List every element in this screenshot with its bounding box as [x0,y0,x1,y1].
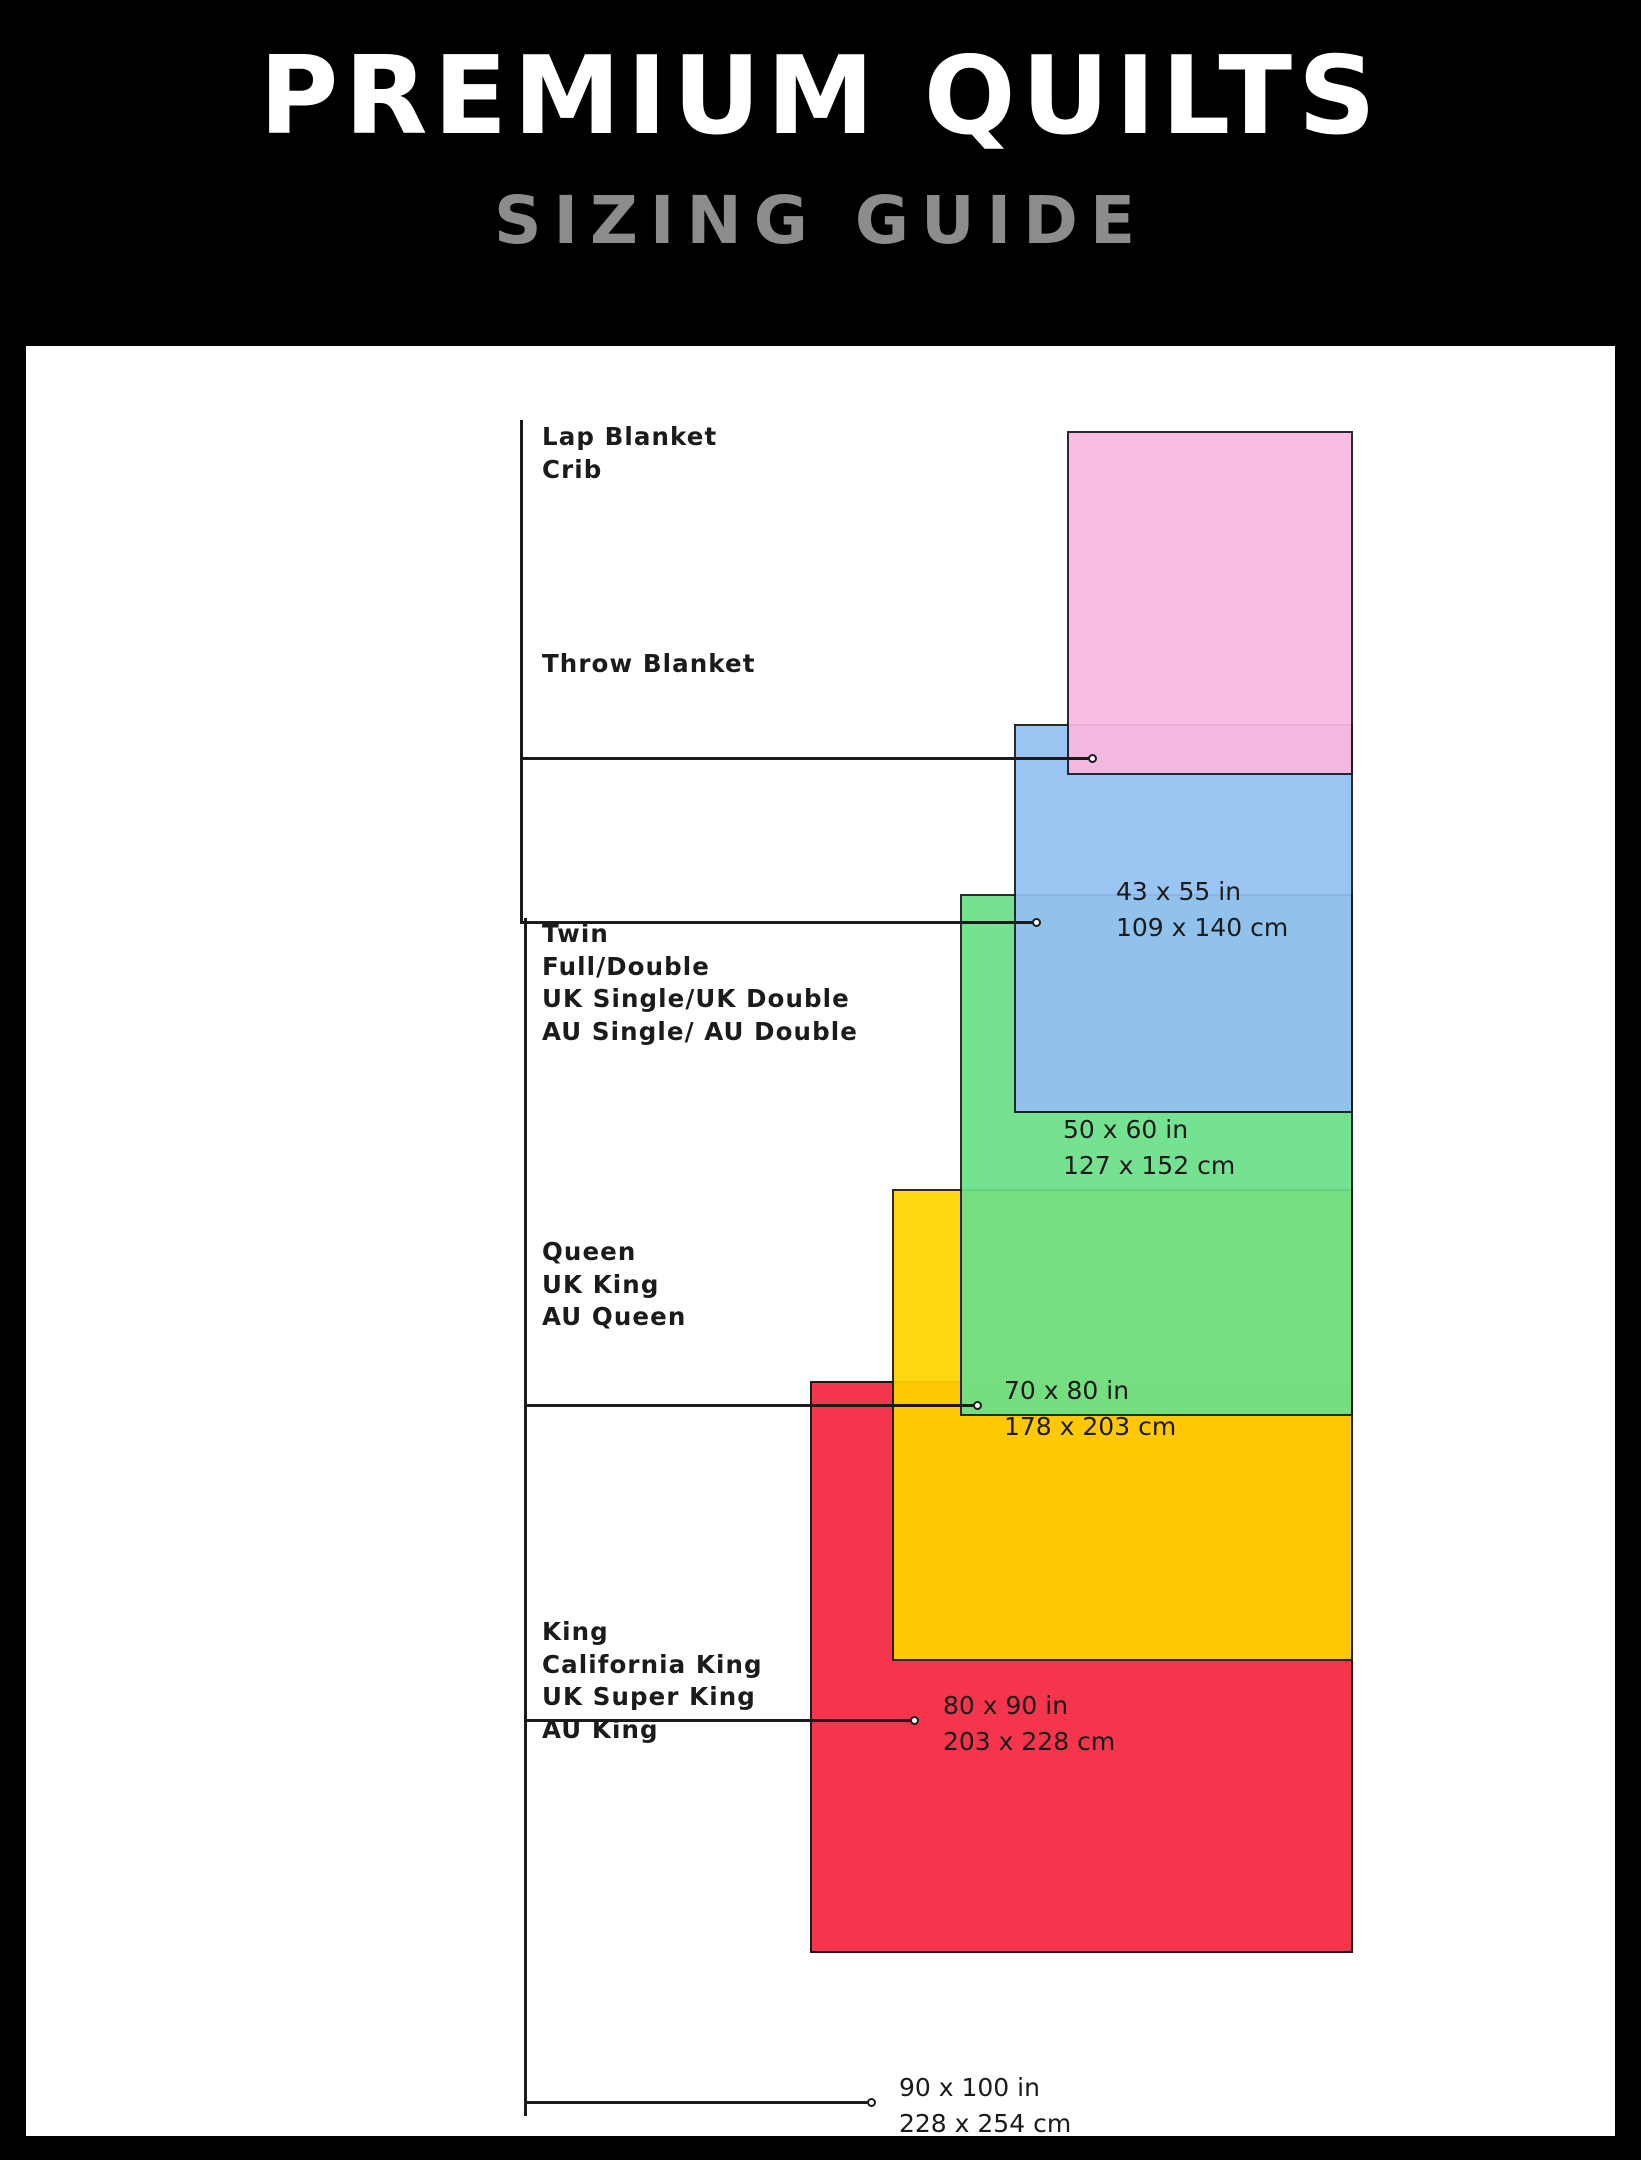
label-king-2: UK Super King [542,1682,756,1712]
leader-dot-king [867,2098,876,2107]
leader-bracket-throw [520,648,523,924]
label-throw-0: Throw Blanket [542,649,756,678]
page-subtitle: SIZING GUIDE [493,182,1148,259]
chart-card [26,346,1615,2136]
label-king-1: California King [542,1649,763,1679]
label-group-twin [542,918,858,1048]
label-group-throw [542,648,756,681]
label-twin-0: Twin [542,919,609,948]
dimension-king-cm: 228 x 254 cm [899,2108,1072,2138]
page-title: PREMIUM QUILTS [259,34,1382,159]
dimension-twin-cm: 178 x 203 cm [1004,1411,1177,1441]
dimension-throw-cm: 127 x 152 cm [1063,1150,1236,1180]
leader-dot-twin [973,1401,982,1410]
dimension-crib-cm: 109 x 140 cm [1116,912,1289,942]
quilt-size-chart [26,346,1615,2136]
label-queen-1: UK King [542,1269,660,1299]
dimension-queen-in: 80 x 90 in [943,1691,1069,1720]
label-king-3: AU King [542,1714,659,1744]
label-twin-2: UK Single/UK Double [542,984,850,1014]
label-twin-3: AU Single/ AU Double [542,1016,858,1046]
leader-dot-crib [1088,754,1097,763]
leader-line-twin [524,1404,976,1407]
label-crib-0: Lap Blanket [542,422,718,451]
leader-line-crib [520,757,1093,760]
poster-header [0,0,1641,340]
label-group-queen [542,1236,686,1334]
dimension-queen-cm: 203 x 228 cm [943,1726,1116,1756]
dimension-twin-in: 70 x 80 in [1004,1376,1130,1405]
label-queen-0: Queen [542,1237,637,1266]
dimension-queen [943,1688,1115,1759]
label-group-crib [542,421,717,486]
label-group-king [542,1616,763,1746]
leader-dot-throw [1032,918,1041,927]
leader-dot-queen [910,1716,919,1725]
label-twin-1: Full/Double [542,951,710,981]
leader-line-king [524,2101,872,2104]
dimension-king-in: 90 x 100 in [899,2073,1040,2102]
dimension-twin [1004,1373,1176,1444]
label-queen-2: AU Queen [542,1302,687,1332]
label-king-0: King [542,1617,609,1646]
dimension-crib-in: 43 x 55 in [1116,877,1242,906]
dimension-throw [1063,1112,1235,1183]
swatch-crib [1067,431,1353,775]
dimension-crib [1116,874,1288,945]
dimension-king [899,2070,1071,2141]
leader-bracket-king [524,1616,527,2116]
label-crib-1: Crib [542,454,603,484]
dimension-throw-in: 50 x 60 in [1063,1115,1189,1144]
